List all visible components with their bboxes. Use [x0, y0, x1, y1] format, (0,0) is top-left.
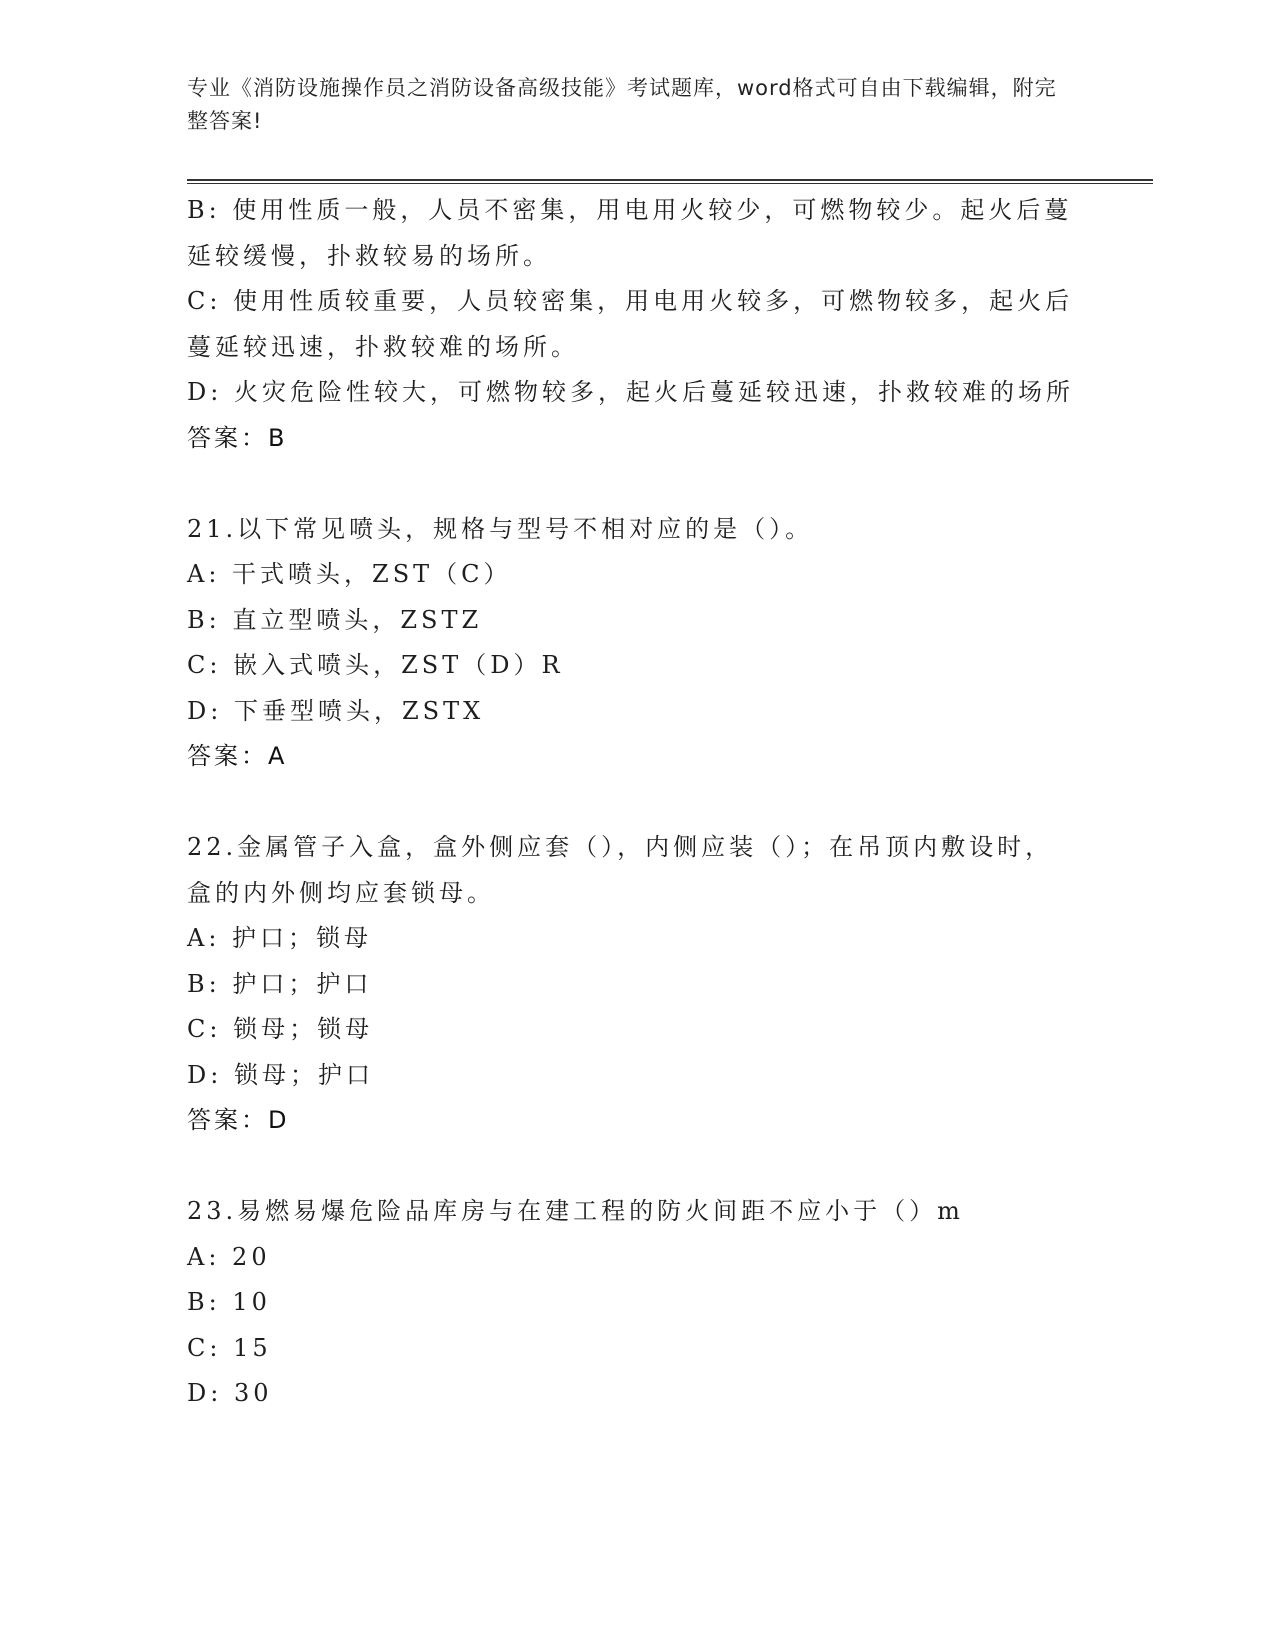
question-23-option-d: D: 30: [187, 1379, 273, 1407]
question-23-option-c: C: 15: [187, 1333, 272, 1362]
question-22-stem: 22.金属管子入盒，盒外侧应套（），内侧应装（）；在吊顶内敷设时，盒的内外侧均应套锁母。: [187, 833, 1054, 907]
question-21-answer: 答案：A: [187, 742, 288, 770]
question-21-option-b: B: 直立型喷头，ZSTZ: [187, 605, 483, 634]
question-23-stem: 23.易燃易爆危险品库房与在建工程的防火间距不应小于（）m: [187, 1197, 964, 1225]
question-21-option-a: A: 干式喷头，ZST（C）: [187, 560, 512, 588]
question-22-option-a: A: 护口；锁母: [187, 924, 373, 952]
header-divider: [187, 179, 1153, 181]
question-23-option-a: A: 20: [187, 1242, 271, 1271]
spacer: [187, 780, 1077, 826]
question-23-option-b: B: 10: [187, 1288, 271, 1316]
spacer: [187, 1144, 1077, 1190]
document-header: 专业《消防设施操作员之消防设备高级技能》考试题库，word格式可自由下载编辑，附完整答案!: [187, 76, 1057, 133]
question-22-option-c: C: 锁母；锁母: [187, 1015, 374, 1043]
header-divider-thin: [187, 183, 1153, 184]
option-b: B: 使用性质一般，人员不密集，用电用火较少，可燃物较少。起火后蔓延较缓慢，扑救较易的场所。: [187, 196, 1073, 270]
spacer: [187, 461, 1077, 507]
question-21-stem: 21.以下常见喷头，规格与型号不相对应的是（）。: [187, 514, 814, 543]
option-c: C: 使用性质较重要，人员较密集，用电用火较多，可燃物较多，起火后蔓延较迅速，扑救较难的场所。: [187, 287, 1074, 361]
option-d: D: 火灾危险性较大，可燃物较多，起火后蔓延较迅速，扑救较难的场所: [187, 378, 1074, 406]
question-22-answer: 答案：D: [187, 1106, 290, 1134]
question-22-option-b: B: 护口；护口: [187, 969, 373, 998]
question-22-option-d: D: 锁母；护口: [187, 1060, 374, 1089]
question-21-option-c: C: 嵌入式喷头，ZST（D）R: [187, 651, 564, 679]
question-content: [187, 188, 1077, 1417]
answer-label: 答案：B: [187, 423, 288, 452]
question-21-option-d: D: 下垂型喷头，ZSTX: [187, 696, 485, 725]
